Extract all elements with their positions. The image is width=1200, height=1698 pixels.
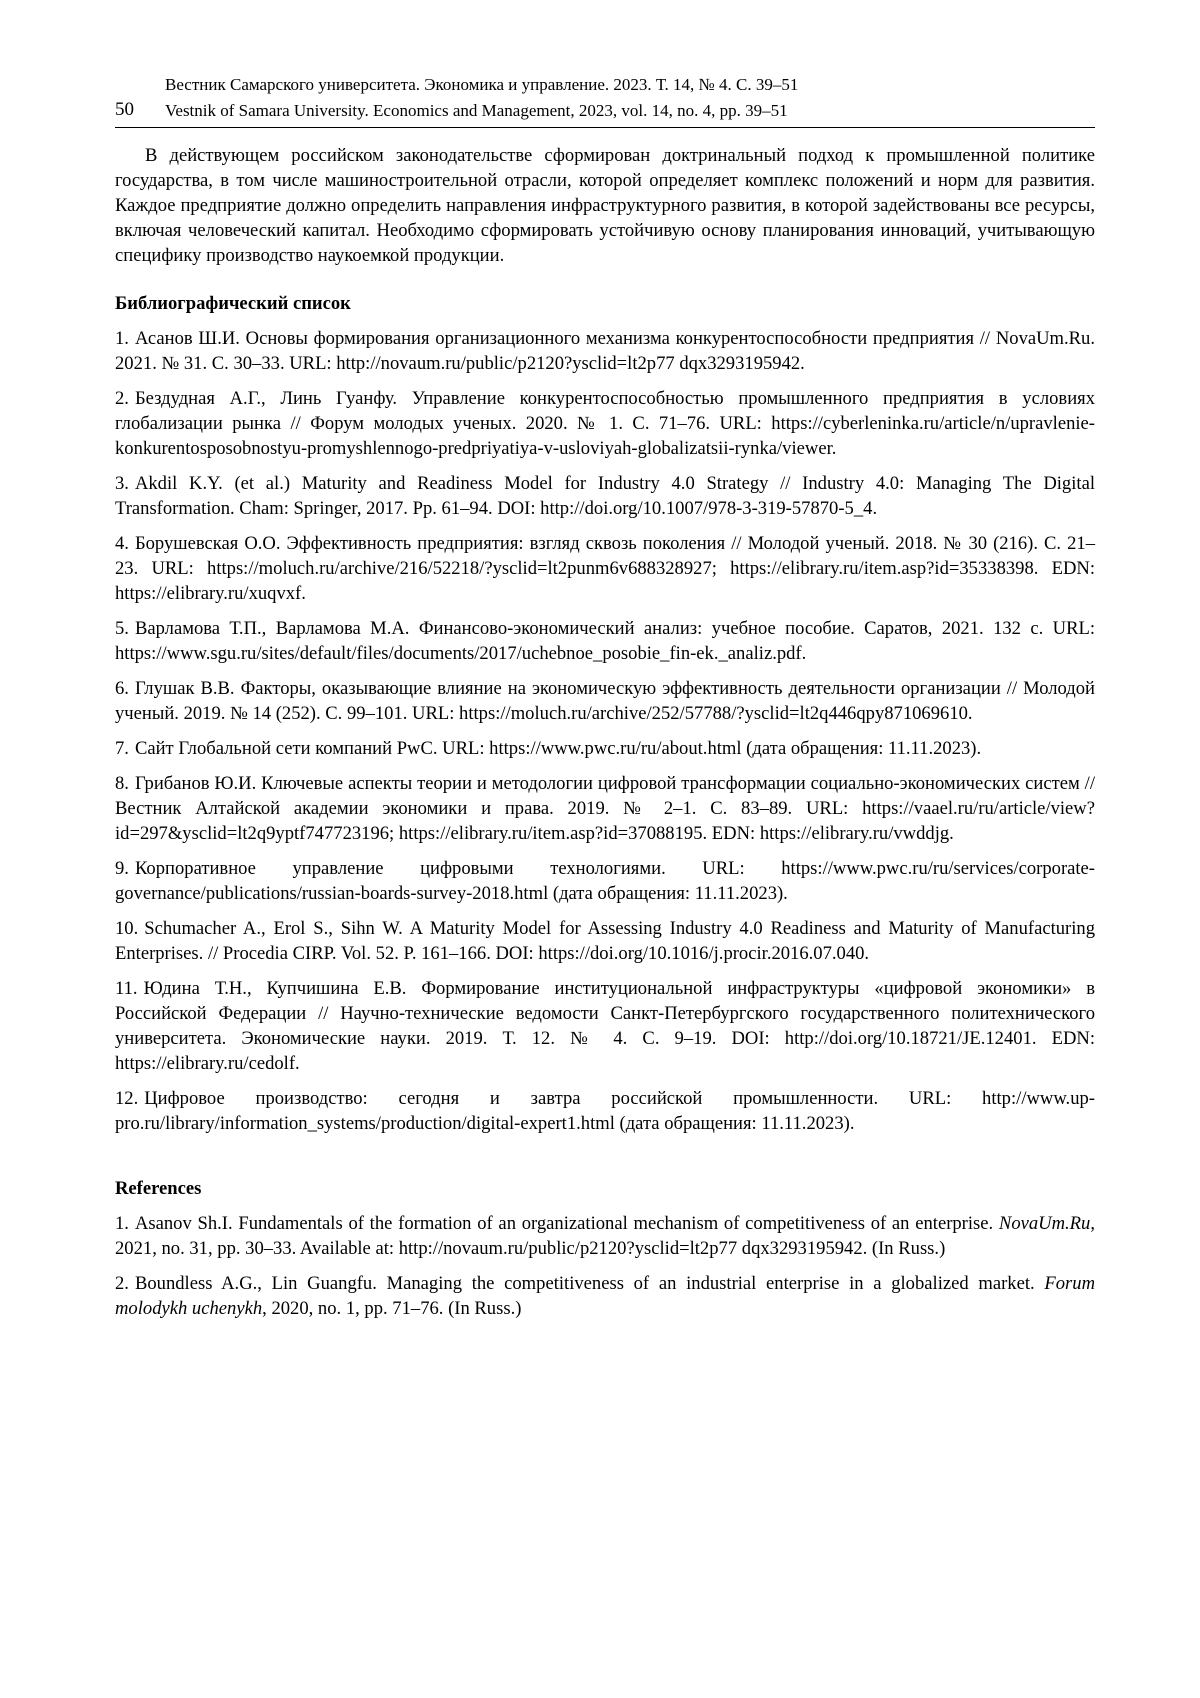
bibliography-item: 3. Akdil K.Y. (et al.) Maturity and Readiness Model for Industry 4.0 Strategy // Industry 4.0: Managing The Digital Transformation. Cham: Springer, 2017. Pp. 61–94. DOI: http://doi.org/10.1007/978-3-319-57870-5_4. bbox=[115, 473, 1095, 519]
bibliography-item: 5. Варламова Т.П., Варламова М.А. Финансово-экономический анализ: учебное пособие. Саратов, 2021. 132 с. URL: https://www.sgu.ru/sites/default/files/documents/2017/uchebnoe_posobie_fin-ek._analiz.pdf. bbox=[115, 618, 1095, 664]
main-content bbox=[115, 143, 1095, 1331]
bibliography-item: 1. Асанов Ш.И. Основы формирования организационного механизма конкурентоспособности предприятия // NovaUm.Ru. 2021. № 31. С. 30–33. URL: http://novaum.ru/public/p2120?ysclid=lt2p77 dqx3293195942. bbox=[115, 328, 1095, 374]
bibliography-item: 9. Корпоративное управление цифровыми технологиями. URL: https://www.pwc.ru/ru/services/corporate-governance/publications/russian-boards-survey-2018.html (дата обращения: 11.11.2023). bbox=[115, 858, 1095, 904]
reference-item: 1. Asanov Sh.I. Fundamentals of the formation of an organizational mechanism of competitiveness of an enterprise. NovaUm.Ru, 2021, no. 31, pp. 30–33. Available at: http://novaum.ru/public/p2120?ysclid=lt2p77 dqx3293195942. (In Russ.) bbox=[115, 1213, 1095, 1259]
bibliography-list bbox=[115, 326, 1095, 1136]
bibliography-heading: Библиографический список bbox=[115, 293, 351, 314]
body-paragraph: В действующем российском законодательстве сформирован доктринальный подход к промышленной политике государства, в том числе машиностроительной отрасли, которой определяет комплекс положений и норм для развития. Каждое предприятие должно определить направления инфраструктурного развития, в которой задействованы все ресурсы, включая человеческий капитал. Необходимо сформировать устойчивую основу планирования инноваций, учитывающую специфику производство наукоемкой продукции. bbox=[115, 145, 1095, 266]
bibliography-item: 10. Schumacher A., Erol S., Sihn W. A Maturity Model for Assessing Industry 4.0 Readiness and Maturity of Manufacturing Enterprises. // Procedia CIRP. Vol. 52. P. 161–166. DOI: https://doi.org/10.1016/j.procir.2016.07.040. bbox=[115, 918, 1095, 964]
references-list bbox=[115, 1211, 1095, 1321]
running-header bbox=[115, 72, 1095, 128]
page-number: 50 bbox=[115, 99, 134, 120]
bibliography-item: 11. Юдина Т.Н., Купчишина Е.В. Формирование институциональной инфраструктуры «цифровой экономики» в Российской Федерации // Научно-технические ведомости Санкт-Петербургского государственного политехнического университета. Экономические науки. 2019. Т. 12. № 4. С. 9–19. DOI: http://doi.org/10.18721/JE.12401. EDN: https://elibrary.ru/cedolf. bbox=[115, 978, 1095, 1074]
bibliography-item: 7. Сайт Глобальной сети компаний PwC. URL: https://www.pwc.ru/ru/about.html (дата обращения: 11.11.2023). bbox=[115, 738, 982, 759]
reference-item: 2. Boundless A.G., Lin Guangfu. Managing the competitiveness of an industrial enterprise in a globalized market. Forum molodykh uchenykh, 2020, no. 1, pp. 71–76. (In Russ.) bbox=[115, 1273, 1095, 1319]
bibliography-item: 8. Грибанов Ю.И. Ключевые аспекты теории и методологии цифровой трансформации социально-экономических систем // Вестник Алтайской академии экономики и права. 2019. № 2–1. С. 83–89. URL: https://vaael.ru/ru/article/view?id=297&ysclid=lt2q9yptf747723196; https://elibrary.ru/item.asp?id=37088195. EDN: https://elibrary.ru/vwddjg. bbox=[115, 773, 1095, 844]
journal-name: NovaUm.Ru bbox=[998, 1213, 1091, 1234]
references-heading: References bbox=[115, 1178, 202, 1199]
journal-title-ru: Вестник Самарского университета. Экономика и управление. 2023. Т. 14, № 4. С. 39–51 bbox=[165, 75, 799, 94]
bibliography-item: 6. Глушак В.В. Факторы, оказывающие влияние на экономическую эффективность деятельности организации // Молодой ученый. 2019. № 14 (252). С. 99–101. URL: https://moluch.ru/archive/252/57788/?ysclid=lt2q446qpy871069610. bbox=[115, 678, 1095, 724]
bibliography-item: 4. Борушевская О.О. Эффективность предприятия: взгляд сквозь поколения // Молодой ученый. 2018. № 30 (216). С. 21–23. URL: https://moluch.ru/archive/216/52218/?ysclid=lt2punm6v688328927; https://elibrary.ru/item.asp?id=35338398. EDN: https://elibrary.ru/xuqvxf. bbox=[115, 533, 1095, 604]
bibliography-item: 12. Цифровое производство: сегодня и завтра российской промышленности. URL: http://www.up-pro.ru/library/information_systems/production/digital-expert1.html (дата обращения: 11.11.2023). bbox=[115, 1088, 1095, 1134]
journal-name: Forum molodykh uchenykh bbox=[115, 1273, 1095, 1319]
journal-title-en: Vestnik of Samara University. Economics and Management, 2023, vol. 14, no. 4, pp. 39–51 bbox=[165, 101, 788, 120]
bibliography-item: 2. Бездудная А.Г., Линь Гуанфу. Управление конкурентоспособностью промышленного предприятия в условиях глобализации рынка // Форум молодых ученых. 2020. № 1. С. 71–76. URL: https://cyberleninka.ru/article/n/upravlenie-konkurentosposobnostyu-promyshlennogo-predpriyatiya-v-usloviyah-globalizatsii-rynka/viewer. bbox=[115, 388, 1095, 459]
